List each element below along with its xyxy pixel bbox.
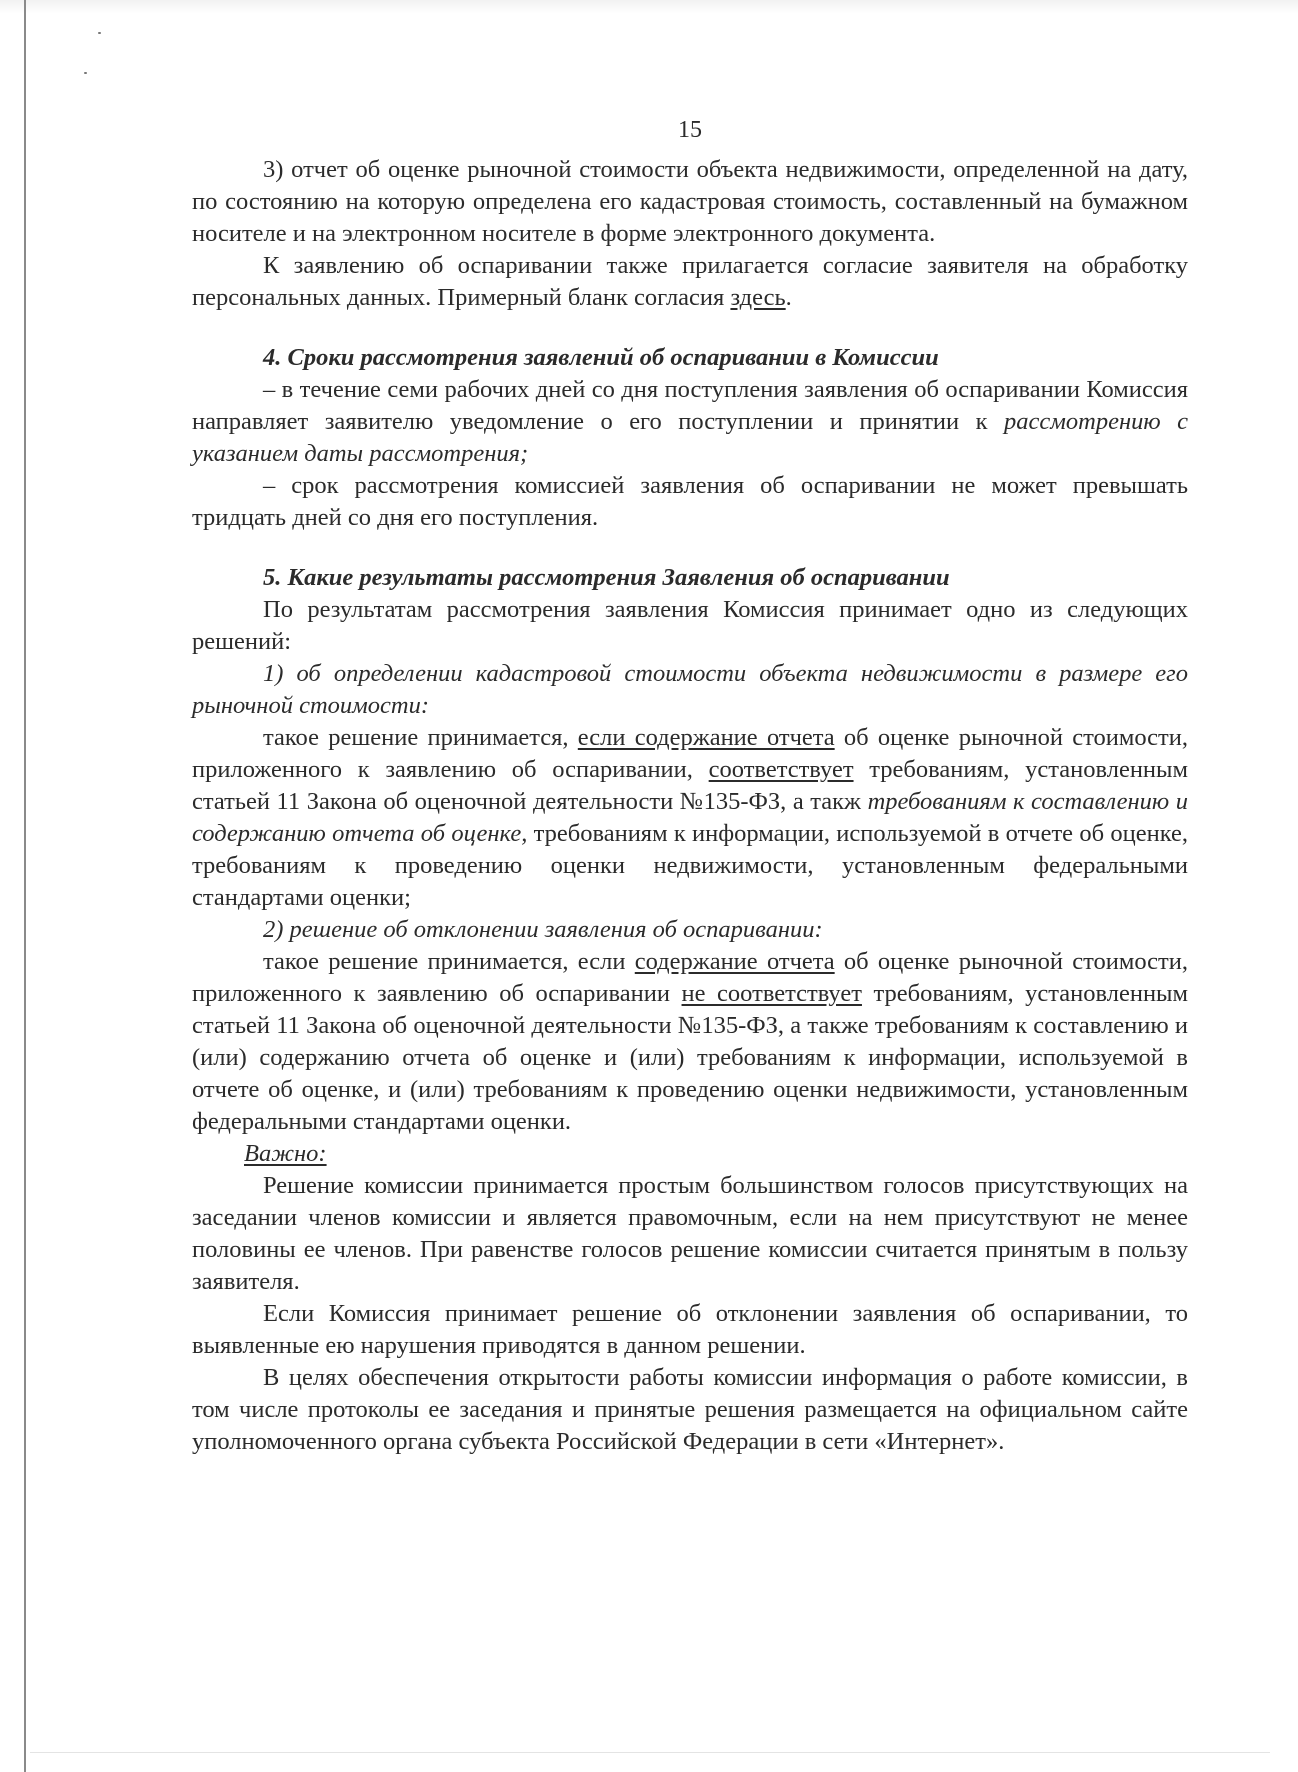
document-page: [192, 116, 1188, 1458]
decision-1-part: об оценке рыночной стоимости, приложенного к заявлению об оспаривании,: [192, 724, 1188, 783]
decision-2-underline: содержание отчета: [634, 948, 835, 975]
section-4-item-1-italic: рассмотрению с указанием даты рассмотрения;: [192, 408, 1188, 467]
decision-2-underline: не соответствует: [681, 980, 862, 1007]
important-label: Важно:: [244, 1140, 327, 1167]
rejection-text: Если Комиссия принимает решение об отклонении заявления об оспаривании, то выявленные ею нарушения приводятся в данном решении.: [192, 1300, 1188, 1359]
decision-1-part: требованиям, установленным статьей 11 Закона об оценочной деятельности №135-ФЗ, а такж: [192, 756, 1189, 815]
consent-tail: .: [785, 284, 792, 311]
consent-paragraph: [192, 250, 1188, 314]
decision-1-text: [192, 722, 1188, 914]
scan-speck: [98, 32, 101, 34]
page-number: 15: [678, 117, 702, 143]
decision-2-part: такое решение принимается, если: [263, 948, 635, 975]
consent-text: К заявлению об оспаривании также прилагается согласие заявителя на обработку персональных данных. Примерный бланк согласия: [192, 252, 1188, 311]
scan-bottom-edge: [30, 1752, 1270, 1753]
decision-2-title: 2) решение об отклонении заявления об оспаривании:: [263, 916, 823, 943]
decision-2-part: требованиям, установленным статьей 11 Закона об оценочной деятельности №135-ФЗ, а также требованиям к составлению и (или) содержанию отчета об оценке и (или) требованиям к информации, используемой в отчете об оценке, и (или) требованиям к проведению оценки недвижимости, установленным федеральными стандартами оценки.: [192, 980, 1189, 1135]
scan-left-edge: [24, 0, 26, 1772]
decision-1-part: требованиям к информации, используемой в отчете об оценке, требованиям к проведению оценки недвижимости, установленным федеральными стандартами оценки;: [192, 820, 1188, 911]
decision-1-underline: соответствует: [708, 756, 854, 783]
decision-2-part: об оценке рыночной стоимости, приложенного к заявлению об оспаривании: [192, 948, 1188, 1007]
item-3-report: 3) отчет об оценке рыночной стоимости объекта недвижимости, определенной на дату, по состоянию на которую определена его кадастровая стоимость, составленный на бумажном носителе и на электронном носителе в форме электронного документа.: [192, 156, 1188, 247]
important-text: Решение комиссии принимается простым большинством голосов присутствующих на заседании членов комиссии и является правомочным, если на нем присутствуют не менее половины ее членов. При равенстве голосов решение комиссии считается принятым в пользу заявителя.: [192, 1172, 1188, 1295]
scan-top-shadow: [0, 0, 1298, 14]
section-4-heading: 4. Сроки рассмотрения заявлений об оспаривании в Комиссии: [263, 344, 939, 371]
consent-form-link[interactable]: здесь: [730, 284, 786, 311]
openness-text: В целях обеспечения открытости работы комиссии информация о работе комиссии, в том числе протоколы ее заседания и принятые решения размещается на официальном сайте уполномоченного органа субъекта Российской Федерации в сети «Интернет».: [192, 1364, 1188, 1455]
decision-1-underline: если содержание отчета: [577, 724, 835, 751]
scan-speck: [84, 72, 87, 74]
decision-1-part: такое решение принимается,: [263, 724, 578, 751]
section-4-item-2: – срок рассмотрения комиссией заявления об оспаривании не может превышать тридцать дней со дня его поступления.: [192, 472, 1188, 531]
section-4-item-1-text: – в течение семи рабочих дней со дня поступления заявления об оспаривании Комиссия направляет заявителю уведомление о его поступлении и принятии к: [192, 376, 1188, 435]
decision-1-italic: требованиям к составлению и содержанию отчета об оценке,: [192, 788, 1188, 847]
decision-2-text: [192, 946, 1188, 1138]
decision-1-title: 1) об определении кадастровой стоимости объекта недвижимости в размере его рыночной стоимости:: [192, 660, 1188, 719]
section-4-item-1: [192, 374, 1188, 470]
section-5-intro: По результатам рассмотрения заявления Комиссия принимает одно из следующих решений:: [192, 596, 1188, 655]
section-5-heading: 5. Какие результаты рассмотрения Заявления об оспаривании: [263, 564, 950, 591]
